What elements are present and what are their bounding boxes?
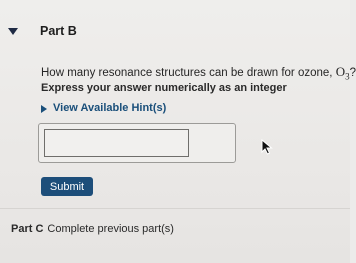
submit-button[interactable]: Submit <box>41 177 93 196</box>
part-b-title: Part B <box>40 24 77 38</box>
question-mark: ? <box>349 67 356 79</box>
caret-down-icon[interactable] <box>8 28 18 35</box>
mouse-pointer-icon <box>261 139 273 155</box>
formula-base: O <box>335 64 346 79</box>
part-c-title: Part C <box>11 223 44 235</box>
answer-input[interactable] <box>44 129 189 157</box>
hint-link-label[interactable]: View Available Hint(s) <box>53 102 167 114</box>
part-c-status: Complete previous part(s) <box>47 223 174 235</box>
answer-instruction: Express your answer numerically as an integer <box>41 82 287 94</box>
question-body: How many resonance structures can be drawn for ozone, <box>41 67 336 79</box>
section-divider <box>0 208 350 209</box>
part-b-header[interactable] <box>0 18 350 48</box>
caret-right-icon <box>41 105 47 113</box>
ozone-formula <box>335 64 350 82</box>
formula-subscript: 3 <box>345 71 350 82</box>
question-text <box>41 64 356 82</box>
part-c-header[interactable] <box>11 223 174 235</box>
answer-container <box>38 123 236 163</box>
